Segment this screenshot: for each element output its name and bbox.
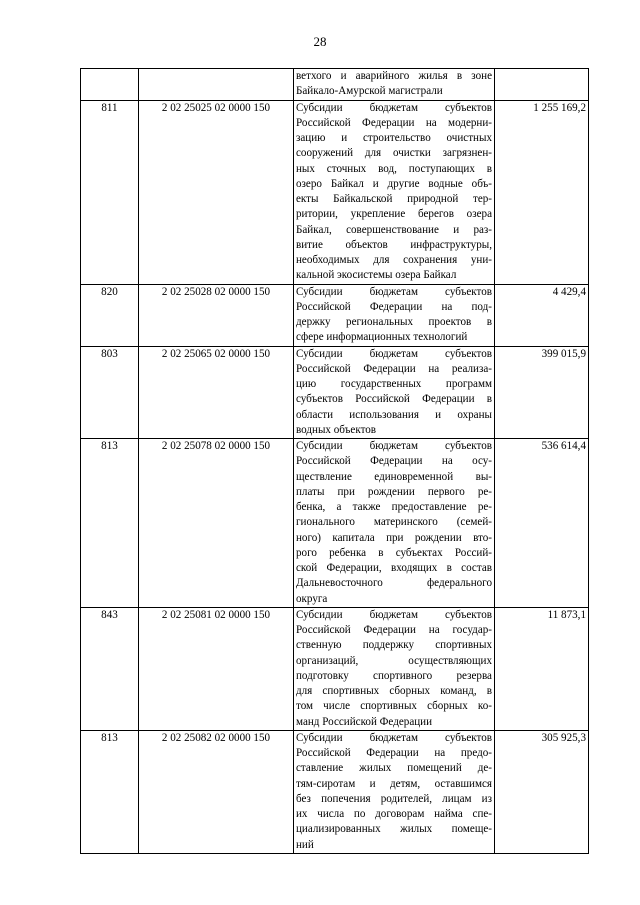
- admin-code-cell: 813: [81, 439, 139, 608]
- revenue-code-cell: 2 02 25065 02 0000 150: [139, 346, 294, 439]
- revenue-code-cell: 2 02 25082 02 0000 150: [139, 730, 294, 853]
- table-row: [81, 730, 589, 853]
- revenue-name-line: ставление жилых помещений де-: [296, 762, 492, 775]
- revenue-name-line: циализированных жилых помеще-: [296, 823, 492, 836]
- table-row: [81, 346, 589, 439]
- revenue-name-line: сфере информационных технологий: [296, 331, 468, 344]
- revenue-name-line: Субсидии бюджетам субъектов: [296, 440, 492, 452]
- revenue-name-line: держку региональных проектов в: [296, 316, 492, 328]
- revenue-name-line: сооружений для очистки загрязнен-: [296, 147, 492, 160]
- revenue-name-line: ской Федерации, входящих в состав: [296, 562, 492, 574]
- table-row: [81, 607, 589, 730]
- revenue-name-line: ственную поддержку спортивных: [296, 639, 492, 652]
- revenue-name-line: екты Байкальской природной тер-: [296, 193, 492, 205]
- revenue-name-cell: [294, 607, 495, 730]
- revenue-name-line: Субсидии бюджетам субъектов: [296, 731, 492, 744]
- revenue-name-line: том числе спортивных сборных ко-: [296, 700, 492, 713]
- revenue-name-line: подготовку спортивного резерва: [296, 669, 492, 682]
- revenue-name-line: водных объектов: [296, 423, 377, 436]
- table-body: [81, 69, 589, 854]
- admin-code-cell: 820: [81, 284, 139, 346]
- admin-code-cell: 803: [81, 346, 139, 439]
- revenue-name-cell: [294, 69, 495, 101]
- revenue-name-line: ного) капитала при рождении вто-: [296, 531, 492, 544]
- amount-cell: 305 925,3: [495, 730, 589, 853]
- revenue-name-line: Субсидии бюджетам субъектов: [296, 101, 492, 114]
- revenue-name-line: озеро Байкал и другие водные объ-: [296, 177, 492, 190]
- revenue-name-line: ритории, укрепление берегов озера: [296, 208, 492, 221]
- revenue-code-cell: 2 02 25078 02 0000 150: [139, 439, 294, 608]
- revenue-name-line: ветхого и аварийного жилья в зоне: [296, 70, 492, 82]
- page-number: 28: [313, 34, 327, 49]
- revenue-name-line: Российской Федерации на модерни-: [296, 116, 492, 129]
- admin-code-cell: 811: [81, 100, 139, 284]
- revenue-name-line: Российской Федерации на под-: [296, 300, 492, 313]
- revenue-name-line: Российской Федерации на реализа-: [296, 362, 492, 375]
- amount-cell: 11 873,1: [495, 607, 589, 730]
- revenue-name-line: необходимых для сохранения уни-: [296, 254, 492, 266]
- revenue-name-line: Байкало-Амурской магистрали: [296, 85, 443, 98]
- revenue-name-line: Субсидии бюджетам субъектов: [296, 608, 492, 621]
- revenue-name-line: Дальневосточного федерального: [296, 577, 492, 590]
- revenue-name-line: без попечения родителей, лицам из: [296, 792, 492, 805]
- revenue-name-line: платы при рождении первого ре-: [296, 485, 492, 498]
- revenue-name-line: Субсидии бюджетам субъектов: [296, 285, 492, 298]
- table-row: [81, 69, 589, 101]
- revenue-name-line: для спортивных сборных команд, в: [296, 685, 492, 697]
- revenue-name-line: Российской Федерации на государ-: [296, 624, 492, 636]
- revenue-code-cell: 2 02 25028 02 0000 150: [139, 284, 294, 346]
- amount-cell: 1 255 169,2: [495, 100, 589, 284]
- revenue-name-line: субъектов Российской Федерации в: [296, 393, 492, 406]
- table-row: [81, 439, 589, 608]
- revenue-name-cell: [294, 730, 495, 853]
- revenue-name-cell: [294, 346, 495, 439]
- revenue-name-cell: [294, 100, 495, 284]
- revenue-name-line: гионального материнского (семей-: [296, 516, 492, 529]
- revenue-code-cell: 2 02 25081 02 0000 150: [139, 607, 294, 730]
- revenue-name-line: зацию и строительство очистных: [296, 132, 492, 144]
- amount-cell: 536 614,4: [495, 439, 589, 608]
- admin-code-cell: 843: [81, 607, 139, 730]
- revenue-name-line: ных сточных вод, поступающих в: [296, 162, 492, 175]
- revenue-name-line: манд Российской Федерации: [296, 715, 433, 728]
- revenue-name-line: их числа по договорам найма спе-: [296, 808, 492, 820]
- table-row: [81, 284, 589, 346]
- revenue-name-cell: [294, 439, 495, 608]
- revenue-name-line: кальной экосистемы озера Байкал: [296, 269, 457, 282]
- revenue-name-line: организаций, осуществляющих: [296, 654, 492, 667]
- revenue-name-line: рого ребенка в субъектах Россий-: [296, 546, 492, 559]
- revenue-name-line: ний: [296, 838, 314, 851]
- revenue-name-cell: [294, 284, 495, 346]
- table-row: [81, 100, 589, 284]
- revenue-name-line: ществление единовременной вы-: [296, 470, 492, 483]
- amount-cell: [495, 69, 589, 101]
- revenue-name-line: цию государственных программ: [296, 378, 492, 390]
- revenue-name-line: Байкал, совершенствование и раз-: [296, 223, 492, 236]
- revenue-name-line: округа: [296, 592, 328, 605]
- amount-cell: 4 429,4: [495, 284, 589, 346]
- budget-revenue-table: [80, 68, 589, 854]
- revenue-code-cell: 2 02 25025 02 0000 150: [139, 100, 294, 284]
- revenue-name-line: области использования и охраны: [296, 408, 492, 421]
- admin-code-cell: 813: [81, 730, 139, 853]
- revenue-name-line: витие объектов инфраструктуры,: [296, 238, 492, 251]
- amount-cell: 399 015,9: [495, 346, 589, 439]
- revenue-name-line: Российской Федерации на осу-: [296, 455, 492, 468]
- revenue-name-line: Субсидии бюджетам субъектов: [296, 347, 492, 360]
- revenue-code-cell: [139, 69, 294, 101]
- revenue-name-line: Российской Федерации на предо-: [296, 747, 492, 759]
- revenue-name-line: тям-сиротам и детям, оставшимся: [296, 777, 492, 790]
- revenue-name-line: бенка, а также предоставление ре-: [296, 501, 492, 513]
- admin-code-cell: [81, 69, 139, 101]
